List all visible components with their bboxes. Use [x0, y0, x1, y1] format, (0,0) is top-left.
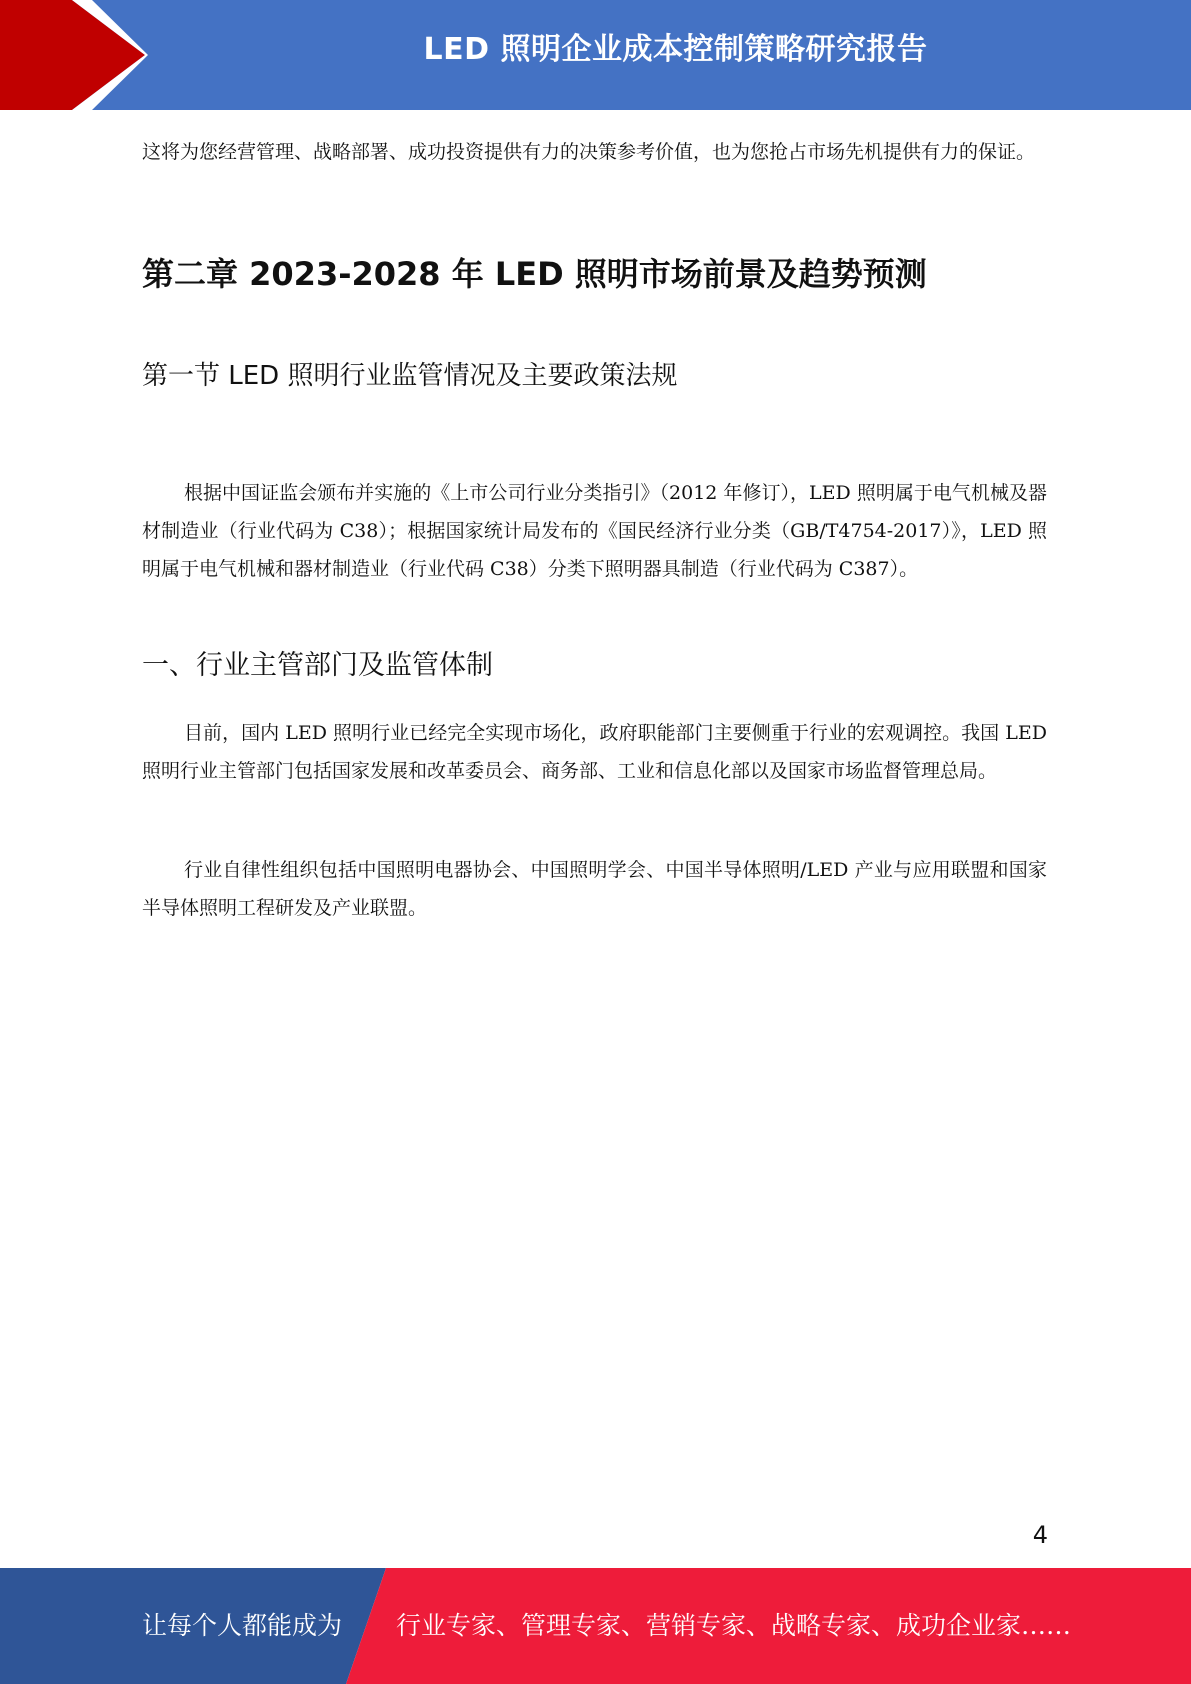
- body-paragraph-classification: 根据中国证监会颁布并实施的《上市公司行业分类指引》（2012 年修订），LED 照明属于电气机械及器材制造业（行业代码为 C38）；根据国家统计局发布的《国民经济行业分类（GB/T4754-2017）》，LED 照明属于电气机械和器材制造业（行业代码 C38）分类下照明器具制造（行业代码为 C387）。: [142, 482, 1047, 580]
- page-footer: [0, 1568, 1191, 1684]
- intro-paragraph: 这将为您经营管理、战略部署、成功投资提供有力的决策参考价值，也为您抢占市场先机提供有力的保证。: [142, 141, 1036, 163]
- header-chevron-decoration: [0, 0, 160, 110]
- body-paragraph-associations: 行业自律性组织包括中国照明电器协会、中国照明学会、中国半导体照明/LED 产业与应用联盟和国家半导体照明工程研发及产业联盟。: [142, 859, 1047, 919]
- footer-slogan-right: 行业专家、管理专家、营销专家、战略专家、成功企业家……: [396, 1611, 1072, 1640]
- body-block-1: [142, 474, 1047, 588]
- intro-block: [142, 133, 1047, 171]
- report-title: LED 照明企业成本控制策略研究报告: [423, 32, 928, 67]
- chapter-heading: 第二章 2023-2028 年 LED 照明市场前景及趋势预测: [142, 255, 927, 293]
- body-block-2: [142, 714, 1047, 790]
- footer-slogan-left: 让每个人都能成为: [142, 1611, 343, 1640]
- body-paragraph-regulators: 目前，国内 LED 照明行业已经完全实现市场化，政府职能部门主要侧重于行业的宏观调控。我国 LED 照明行业主管部门包括国家发展和改革委员会、商务部、工业和信息化部以及国家市场监督管理总局。: [142, 722, 1047, 782]
- subsection-heading: 一、行业主管部门及监管体制: [142, 650, 493, 681]
- page-number: 4: [1032, 1521, 1048, 1549]
- section-heading: 第一节 LED 照明行业监管情况及主要政策法规: [142, 361, 678, 391]
- body-block-3: [142, 851, 1047, 927]
- page-header: [0, 0, 1191, 110]
